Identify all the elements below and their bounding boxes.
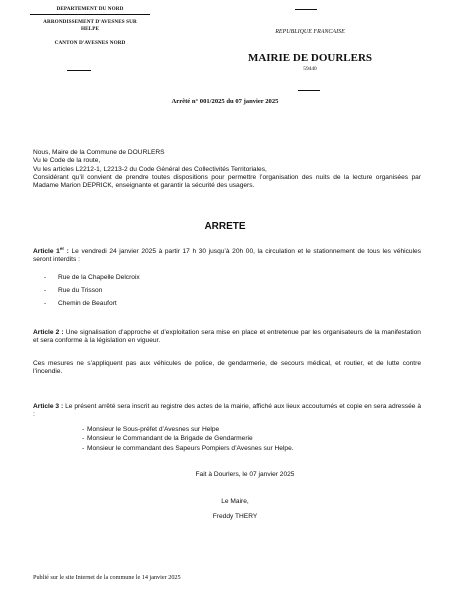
preamble-line-code-route: Vu le Code de la route, — [33, 157, 101, 165]
arrete-reference: Arrêté n° 001/2025 du 07 janvier 2025 — [171, 98, 279, 105]
signature-place-date: Fait à Dourlers, le 07 janvier 2025 — [195, 471, 295, 478]
preamble-line-articles: Vu les articles L2212-1, L2213-2 du Code Général des Collectivités Territoriales, — [33, 165, 267, 173]
article-3 — [33, 403, 421, 420]
department-underline — [30, 14, 150, 15]
right-header-top-rule — [295, 9, 317, 10]
republic-heading: REPUBLIQUE FRANCAISE — [275, 29, 345, 35]
arrete-title: ARRETE — [204, 221, 246, 232]
publication-footer: Publié sur le site Internet de la commune le 14 janvier 2025 — [33, 574, 181, 581]
department-heading: DEPARTEMENT DU NORD — [56, 6, 124, 12]
postcode: 59440 — [303, 66, 317, 72]
article-2-label: Article 2 : — [33, 329, 64, 336]
recipient-item: - Monsieur le Sous-préfet d’Avesnes sur Helpe — [82, 426, 220, 433]
article-3-text: Le présent arrêté sera inscrit au registre des actes de la mairie, affiché aux lieux accoutumés et copie en sera adressée à : — [33, 403, 421, 419]
right-header-bottom-rule — [298, 90, 320, 91]
preamble-line-mayor: Nous, Maire de la Commune de DOURLERS — [33, 149, 165, 156]
canton-heading: CANTON D'AVESNES NORD — [54, 40, 126, 46]
article-1 — [33, 245, 422, 265]
street-item: - Chemin de Beaufort — [44, 300, 117, 307]
recipient-item: - Monsieur le Commandant de la Brigade de Gendarmerie — [82, 435, 253, 443]
street-list — [44, 271, 344, 310]
signature-name: Freddy THERY — [212, 513, 258, 520]
preamble-considering: Considérant qu’il convient de prendre toutes dispositions pour permettre l’organisation des nuits de la lecture organisées par Madame Marion DEPRICK, enseignante et garantir la sécurité des usagers. — [33, 173, 421, 190]
mairie-title: MAIRIE DE DOURLERS — [247, 52, 373, 64]
article-3-label: Article 3 : — [33, 403, 64, 410]
recipient-item: - Monsieur le commandant des Sapeurs Pompiers d’Avesnes sur Helpe. — [82, 444, 294, 452]
arrondissement-line1: ARRONDISSEMENT D'AVESNES SUR — [43, 19, 137, 25]
article-2-text: Une signalisation d’approche et d’exploitation sera mise en place et entretenue par les organisateurs de la manifestation et sera conforme à la législation en vigueur. — [33, 329, 421, 345]
preamble — [33, 149, 421, 190]
article-2-exemption-note: Ces mesures ne s’appliquent pas aux véhicules de police, de gendarmerie, de secours médical, et routier, et de lutte contre l’incendie. — [33, 360, 421, 376]
recipient-list — [82, 425, 402, 453]
street-item: - Rue du Trisson — [44, 287, 103, 294]
article-1-text: Le vendredi 24 janvier 2025 à partir 17 h 30 jusqu’à 20h 00, la circulation et le stationnement de tous les véhicules seront interdits : — [33, 248, 422, 264]
arrondissement-line2: HELPE — [80, 26, 100, 32]
signature-role: Le Maire, — [221, 498, 249, 505]
street-item: - Rue de la Chapelle Delcroix — [44, 274, 140, 281]
article-2 — [33, 329, 421, 346]
article-1-label: Article 1er : — [33, 245, 69, 255]
left-header-divider — [67, 70, 91, 71]
